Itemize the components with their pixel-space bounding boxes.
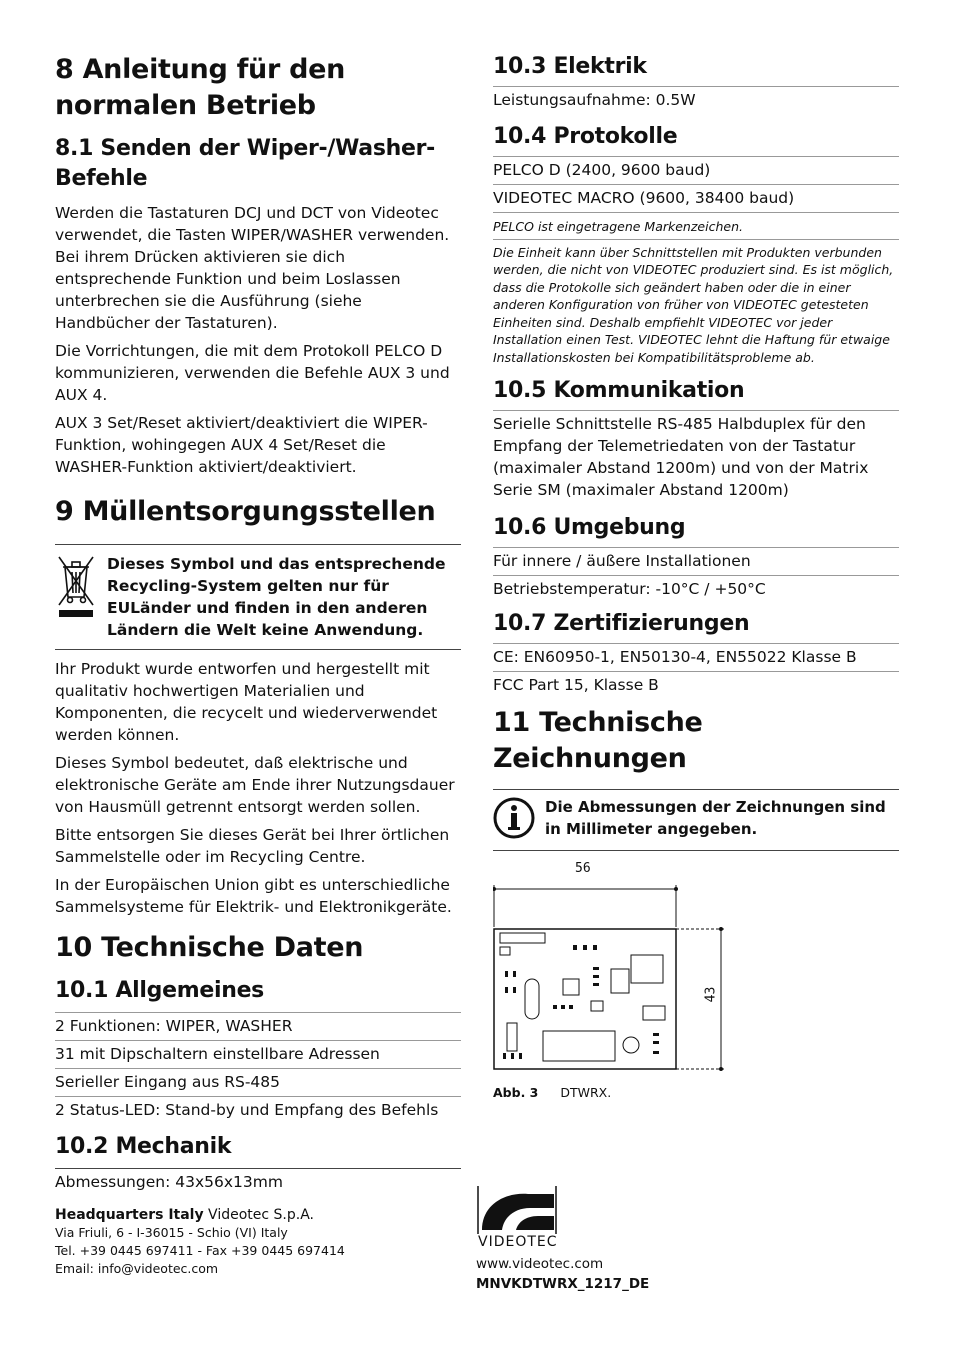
paragraph: Dieses Symbol bedeutet, daß elektrische und elektronische Geräte am Ende ihrer Nutzungsdauer von Hausmüll getrennt entsorgt werden sollen. (55, 754, 455, 816)
dimension-width-label: 56 (575, 861, 591, 876)
spec-list-environment (493, 547, 899, 603)
spec-list-electrics (493, 86, 899, 114)
paragraph: Die Vorrichtungen, die mit dem Protokoll PELCO D kommunizieren, verwenden die Befehle AUX 3 und AUX 4. (55, 342, 450, 404)
hq-email: Email: info@videotec.com (55, 1261, 219, 1276)
compatibility-note: Die Einheit kann über Schnittstellen mit Produkten verbunden werden, die nicht von VIDEOTEC produziert sind. Es ist möglich, dass die Protokolle sich geändert haben oder die in einer anderen Konfiguration von früher von VIDEOTEC getesteten Einheiten sind. Deshalb empfiehlt VIDEOTEC vor jeder Installation einen Test. VIDEOTEC lehnt die Haftung für etwaige Installationskosten bei Kompatibilitätsprobleme ab. (493, 244, 894, 365)
spec-row: FCC Part 15, Klasse B (493, 671, 899, 699)
technical-drawing (493, 861, 899, 1091)
spec-row: Leistungsaufnahme: 0.5W (493, 86, 899, 114)
spec-list-protocols (493, 156, 899, 212)
hq-phone: Tel. +39 0445 697411 - Fax +39 0445 697414 (55, 1243, 345, 1258)
spec-row: Serieller Eingang aus RS-485 (55, 1068, 461, 1096)
figure-label: Abb. 3 (493, 1085, 539, 1100)
section-10-title: 10 Technische Daten (55, 932, 364, 963)
pcb-drawing (493, 861, 753, 1081)
spec-row: Betriebstemperatur: -10°C / +50°C (493, 575, 899, 603)
weee-warning-box (55, 544, 461, 650)
dimension-height-label: 43 (703, 986, 719, 1003)
website: www.videotec.com (476, 1256, 604, 1272)
section-10-6-title: 10.6 Umgebung (493, 515, 686, 540)
paragraph: Bitte entsorgen Sie dieses Gerät bei Ihrer örtlichen Sammelstelle oder im Recycling Centre. (55, 826, 450, 866)
weee-warning-text: Dieses Symbol und das entsprechende Recycling-System gelten nur für EULänder und finden in den anderen Ländern die Welt keine Anwendung. (107, 555, 446, 639)
videotec-logo-text: VIDEOTEC (478, 1234, 558, 1250)
info-icon (493, 796, 545, 844)
section-9-title: 9 Müllentsorgungsstellen (55, 496, 436, 527)
spec-row: 2 Status-LED: Stand-by und Empfang des Befehls (55, 1096, 461, 1124)
trademark-note: PELCO ist eingetragene Markenzeichen. (493, 219, 743, 234)
hq-address: Via Friuli, 6 - I-36015 - Schio (VI) Italy (55, 1225, 288, 1240)
section-10-1-title: 10.1 Allgemeines (55, 978, 264, 1003)
spec-row: CE: EN60950-1, EN50130-4, EN55022 Klasse B (493, 643, 899, 671)
spec-list-mechanics (55, 1168, 461, 1196)
section-8-title: 8 Anleitung für den normalen Betrieb (55, 54, 346, 121)
info-box (493, 789, 899, 851)
spec-row: 31 mit Dipschaltern einstellbare Adressen (55, 1040, 461, 1068)
section-10-4-title: 10.4 Protokolle (493, 124, 678, 149)
paragraph: In der Europäischen Union gibt es unterschiedliche Sammelsysteme für Elektrik- und Elektronikgeräte. (55, 876, 452, 916)
hq-label: Headquarters Italy (55, 1207, 204, 1223)
spec-row: VIDEOTEC MACRO (9600, 38400 baud) (493, 184, 899, 212)
section-10-5-title: 10.5 Kommunikation (493, 378, 745, 403)
paragraph: Serielle Schnittstelle RS-485 Halbduplex für den Empfang der Telemetriedaten von der Tastatur (maximaler Abstand 1200m) und von der Matrix Serie SM (maximaler Abstand 1200m) (493, 415, 869, 499)
figure-title: DTWRX. (560, 1085, 612, 1100)
section-8-1-title: 8.1 Senden der Wiper-/Washer-Befehle (55, 136, 436, 191)
headquarters-block (55, 1206, 461, 1278)
paragraph: AUX 3 Set/Reset aktiviert/deaktiviert die WIPER-Funktion, wohingegen AUX 4 Set/Reset die WASHER-Funktion aktiviert/deaktiviert. (55, 414, 428, 476)
left-column (55, 52, 461, 1278)
section-10-3-title: 10.3 Elektrik (493, 54, 647, 79)
spec-list-certifications (493, 643, 899, 699)
right-column (493, 52, 899, 1100)
spec-row: 2 Funktionen: WIPER, WASHER (55, 1012, 461, 1040)
videotec-footer (476, 1184, 776, 1292)
info-text: Die Abmessungen der Zeichnungen sind in Millimeter angegeben. (545, 798, 886, 838)
spec-list-general (55, 1012, 461, 1124)
section-11-title: 11 Technische Zeichnungen (493, 707, 703, 774)
spec-row: Für innere / äußere Installationen (493, 547, 899, 575)
paragraph: Werden die Tastaturen DCJ und DCT von Videotec verwendet, die Tasten WIPER/WASHER verwenden. Bei ihrem Drücken aktivieren sie dich entsprechende Funktion und beim Loslassen unterbrechen sie die Ausführung (siehe Handbücher der Tastaturen). (55, 204, 450, 332)
weee-bin-icon (55, 553, 107, 641)
spec-row: PELCO D (2400, 9600 baud) (493, 156, 899, 184)
document-code: MNVKDTWRX_1217_DE (476, 1276, 650, 1292)
hq-company: Videotec S.p.A. (203, 1207, 314, 1223)
spec-row: Abmessungen: 43x56x13mm (55, 1168, 461, 1196)
paragraph: Ihr Produkt wurde entworfen und hergestellt mit qualitativ hochwertigen Materialien und Komponenten, die recycelt und wiederverwendet werden können. (55, 660, 438, 744)
section-10-7-title: 10.7 Zertifizierungen (493, 611, 750, 636)
section-10-2-title: 10.2 Mechanik (55, 1134, 232, 1159)
